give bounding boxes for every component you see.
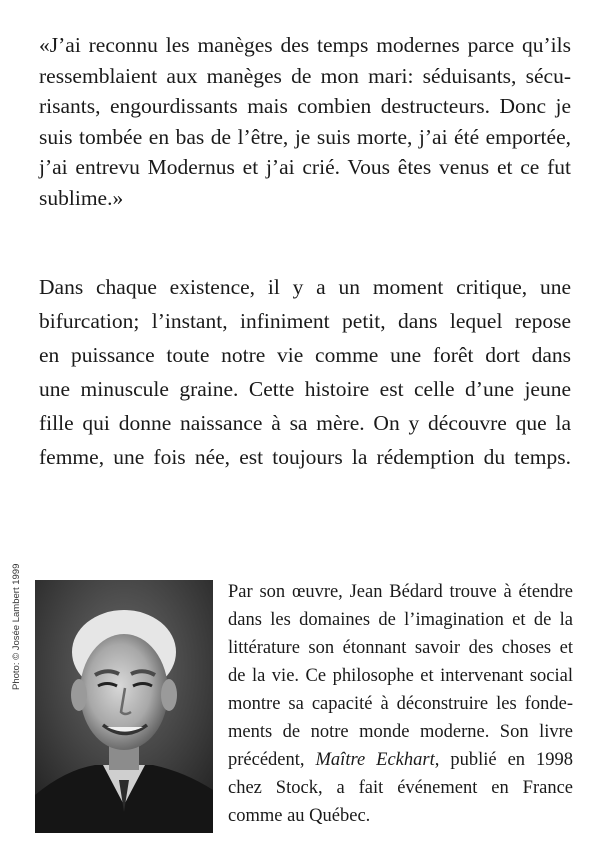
bio-line: de la vie. Ce philosophe et intervenant social <box>228 666 573 686</box>
book-title: Maître Eckhart <box>315 750 435 770</box>
bio-line: comme au Québec. <box>228 806 371 826</box>
quote-line: ressemblaient aux manèges de mon mari: séduisants, sécu- <box>39 63 571 88</box>
blurb-line: fille qui donne naissance à sa mère. On y découvre que la <box>39 411 571 435</box>
bio-line: chez Stock, a fait événement en France <box>228 778 573 798</box>
bio-line: montre sa capacité à déconstruire les fonde- <box>228 694 573 714</box>
bio-line: Par son œuvre, Jean Bédard trouve à étendre <box>228 582 573 602</box>
quote-line: sublime.» <box>39 185 124 210</box>
blurb-line: bifurcation; l’instant, infiniment petit, dans lequel repose <box>39 309 571 333</box>
quote-line: risants, engourdissants mais combien destructeurs. Donc je <box>39 94 571 118</box>
blurb-line: femme, une fois née, est toujours la rédemption du temps. <box>39 445 571 469</box>
bio-line <box>228 746 573 774</box>
bio-line: ments de notre monde moderne. Son livre <box>228 722 573 742</box>
book-blurb <box>39 270 571 474</box>
blurb-line: une minuscule graine. Cette histoire est celle d’une jeune <box>39 377 571 401</box>
quote-line: «J’ai reconnu les manèges des temps modernes parce qu’ils <box>39 33 571 57</box>
quote-line: suis tombée en bas de l’être, je suis morte, j’ai été emportée, <box>39 124 571 149</box>
bio-line: dans les domaines de l’imagination et de la <box>228 610 573 630</box>
bio-line: littérature son étonnant savoir des choses et <box>228 638 573 658</box>
author-bio <box>228 578 573 830</box>
photo-credit: Photo: © Josée Lambert 1999 <box>11 563 22 690</box>
blurb-line: Dans chaque existence, il y a un moment critique, une <box>39 275 571 299</box>
quote-line: j’ai entrevu Modernus et j’ai crié. Vous êtes venus et ce fut <box>39 155 571 179</box>
author-photo <box>35 580 213 833</box>
opening-quote <box>39 30 571 213</box>
bio-text: précédent, <box>228 750 316 770</box>
bio-text: , publié en 1998 <box>434 750 574 770</box>
author-portrait-image <box>35 580 213 833</box>
blurb-line: en puissance toute notre vie comme une forêt dort dans <box>39 343 571 367</box>
